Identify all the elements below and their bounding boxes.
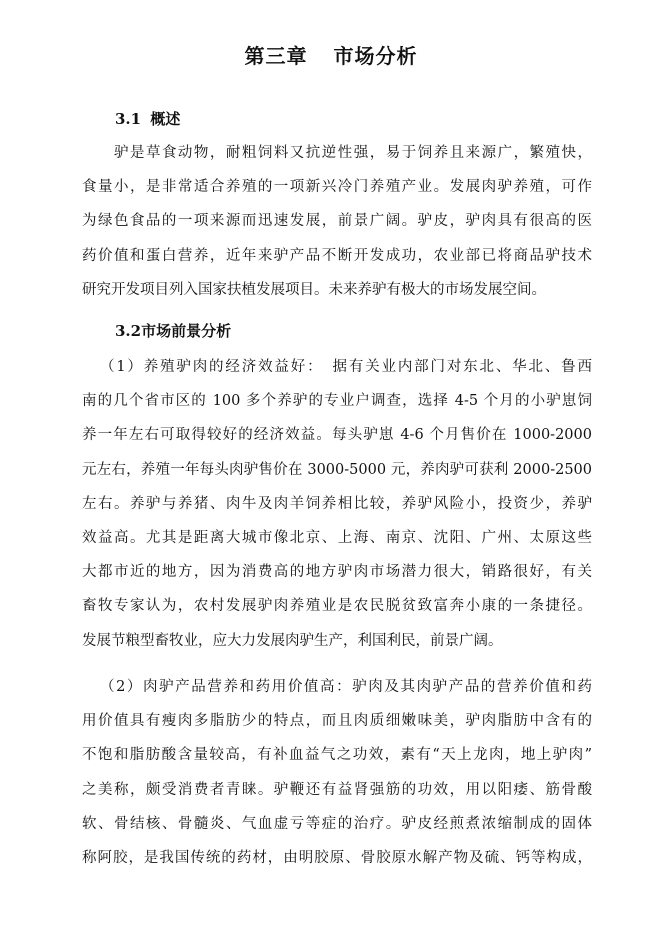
text-line: 南的几个省市区的 100 多个养驴的专业户调查，选择 4-5 个月的小驴崽饲 [82, 393, 592, 410]
section-title: 概述 [150, 110, 181, 128]
text-line: 效益高。尤其是距离大城市像北京、上海、南京、沈阳、广州、太原这些 [82, 529, 592, 546]
text-line: 药价值和蛋白营养，近年来驴产品不断开发成功，农业部已将商品驴技术 [82, 247, 592, 264]
section-heading-market [115, 320, 231, 341]
chapter-name: 市场分析 [333, 44, 418, 68]
text-line: 驴是草食动物，耐粗饲料又抗逆性强，易于饲养且来源广，繁殖快， [114, 145, 592, 161]
section-title: 市场前景分析 [141, 322, 232, 340]
text-line: 大都市近的地方，因为消费高的地方驴肉市场潜力很大，销路很好，有关 [82, 564, 592, 581]
text-line: 为绿色食品的一项来源而迅速发展，前景广阔。驴皮，驴肉具有很高的医 [82, 213, 592, 230]
text-line: 元左右，养殖一年每头肉驴售价在 3000-5000 元，养肉驴可获利 2000-2500 [82, 461, 592, 478]
text-line: 研究开发项目列入国家扶植发展项目。未来养驴有极大的市场发展空间。 [82, 281, 546, 298]
text-line: 软、骨结核、骨髓炎、气血虚亏等症的治疗。驴皮经煎煮浓缩制成的固体 [82, 815, 592, 832]
text-line: 之美称，颇受消费者青睐。驴鞭还有益肾强筋的功效，用以阳痿、筋骨酸 [82, 781, 592, 798]
text-line: 畜牧专家认为，农村发展驴肉养殖业是农民脱贫致富奔小康的一条捷径。 [82, 598, 592, 615]
section-heading-overview [115, 108, 180, 129]
economic-benefit-paragraph [82, 350, 592, 658]
text-line: 称阿胶，是我国传统的药材，由明胶原、骨胶原水解产物及硫、钙等构成， [82, 849, 592, 866]
text-line: 养一年左右可取得较好的经济效益。每头驴崽 4-6 个月售价在 1000-2000 [82, 427, 592, 444]
text-line: 左右。养驴与养猪、肉牛及肉羊饲养相比较，养驴风险小，投资少，养驴 [82, 495, 592, 512]
overview-paragraph [82, 136, 592, 307]
text-line: 食量小，是非常适合养殖的一项新兴冷门养殖产业。发展肉驴养殖，可作 [82, 179, 592, 196]
text-line: 用价值具有瘦肉多脂肪少的特点，而且肉质细嫩味美，驴肉脂肪中含有的 [82, 713, 592, 730]
chapter-number: 第三章 [244, 44, 308, 68]
nutrition-value-paragraph [82, 670, 592, 875]
chapter-title [0, 40, 662, 69]
text-line: 不饱和脂肪酸含量较高，有补血益气之功效，素有“天上龙肉，地上驴肉” [82, 747, 592, 764]
section-number: 3.2 [115, 322, 142, 340]
section-number: 3.1 [115, 110, 142, 128]
text-line: （2）肉驴产品营养和药用价值高：驴肉及其肉驴产品的营养价值和药 [100, 679, 592, 695]
text-line: （1）养殖驴肉的经济效益好： 据有关业内部门对东北、华北、鲁西 [100, 359, 592, 375]
text-line: 发展节粮型畜牧业，应大力发展肉驴生产，利国利民，前景广阔。 [82, 632, 503, 649]
